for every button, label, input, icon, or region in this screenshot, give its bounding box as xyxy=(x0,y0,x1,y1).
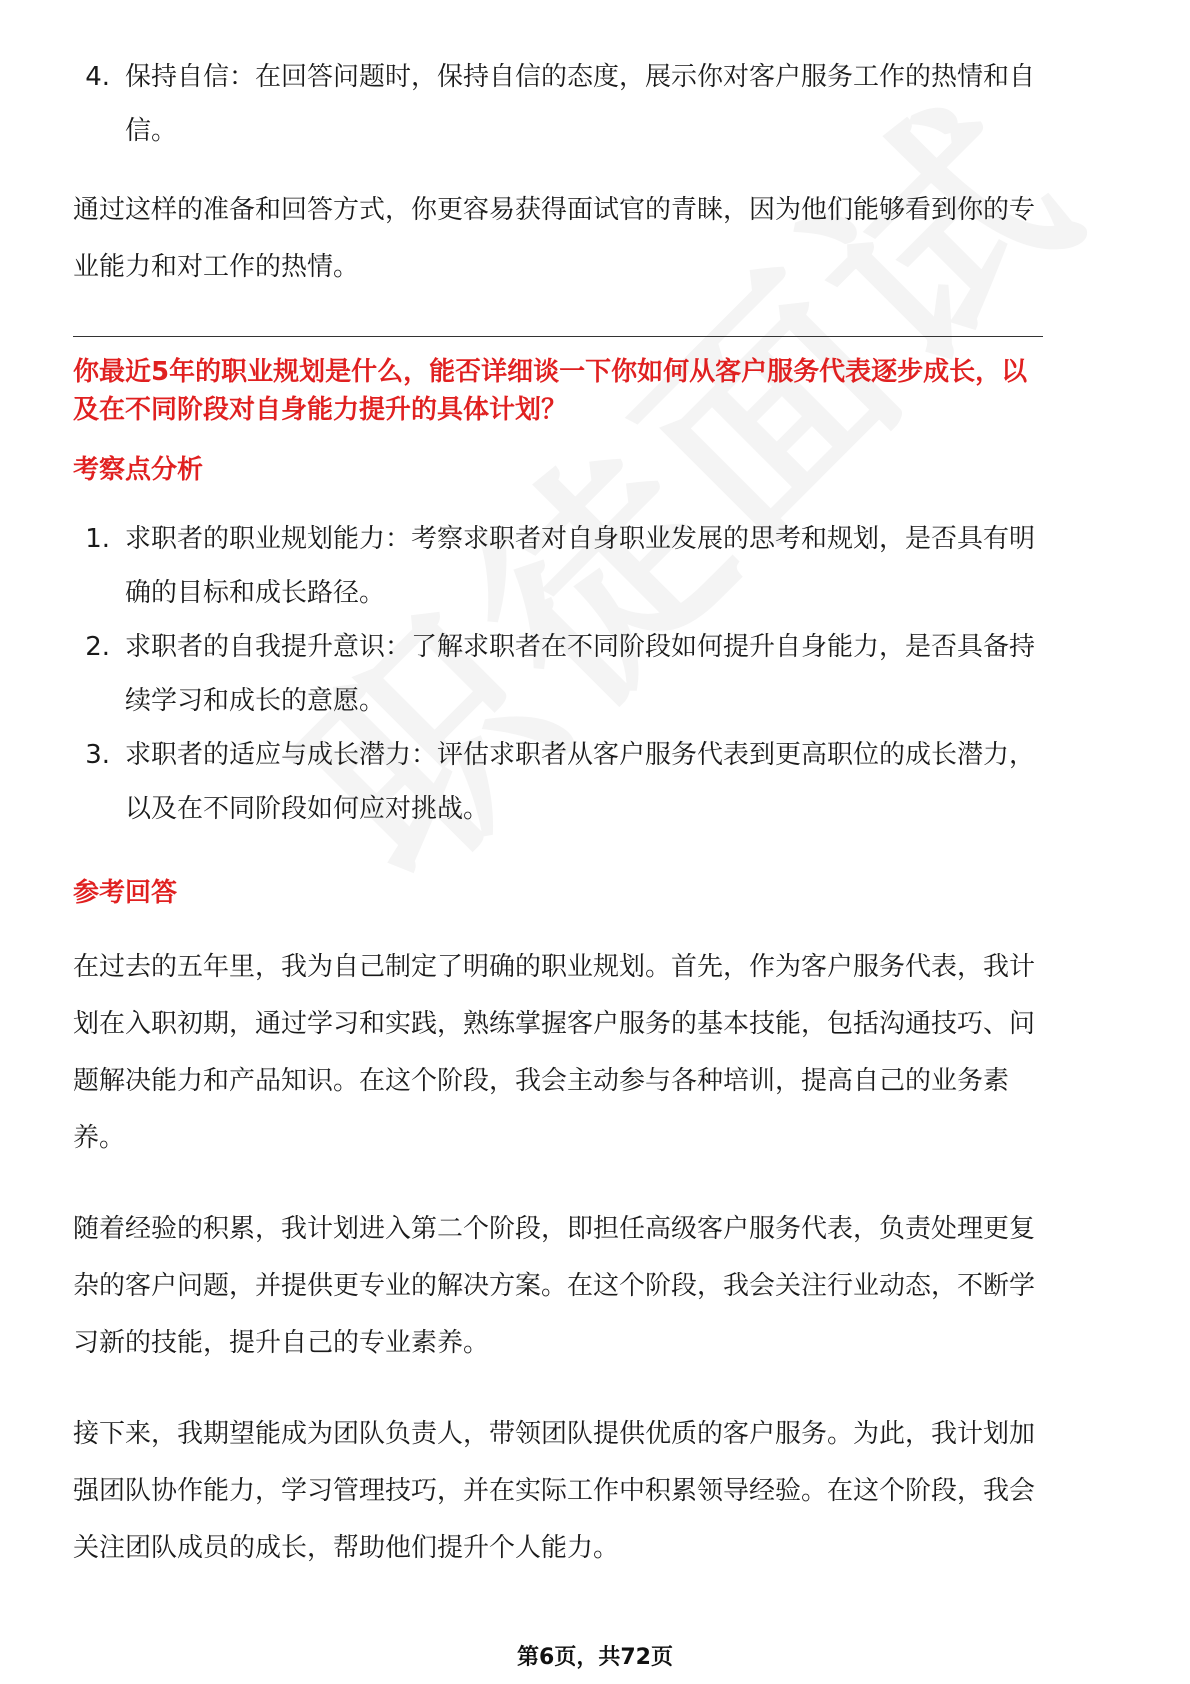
page-content xyxy=(73,50,1123,1577)
page-number-footer: 第6页，共72页 xyxy=(517,1645,673,1670)
list-text: 求职者的职业规划能力：考察求职者对自身职业发展的思考和规划，是否具有明确的目标和成长路径。 xyxy=(125,524,1036,608)
list-item xyxy=(73,728,1053,836)
question-title: 你最近5年的职业规划是什么，能否详细谈一下你如何从客户服务代表逐步成长，以及在不同阶段对自身能力提升的具体计划？ xyxy=(73,357,1028,425)
answer-paragraph: 随着经验的积累，我计划进入第二个阶段，即担任高级客户服务代表，负责处理更复杂的客户问题，并提供更专业的解决方案。在这个阶段，我会关注行业动态，不断学习新的技能，提升自己的专业素养。 xyxy=(73,1214,1036,1358)
answer-paragraph: 在过去的五年里，我为自己制定了明确的职业规划。首先，作为客户服务代表，我计划在入职初期，通过学习和实践，熟练掌握客户服务的基本技能，包括沟通技巧、问题解决能力和产品知识。在这个阶段，我会主动参与各种培训，提高自己的业务素养。 xyxy=(73,952,1036,1153)
list-text: 求职者的自我提升意识：了解求职者在不同阶段如何提升自身能力，是否具备持续学习和成长的意愿。 xyxy=(125,632,1036,716)
list-item xyxy=(73,50,1053,158)
list-text: 求职者的适应与成长潜力：评估求职者从客户服务代表到更高职位的成长潜力，以及在不同阶段如何应对挑战。 xyxy=(125,740,1036,824)
analysis-list xyxy=(73,512,1053,836)
answer-heading: 参考回答 xyxy=(73,878,178,908)
analysis-heading: 考察点分析 xyxy=(73,455,204,485)
list-number: 3. xyxy=(85,740,110,770)
list-item xyxy=(73,512,1053,620)
list-item xyxy=(73,620,1053,728)
list-number: 4. xyxy=(85,62,110,92)
list-number: 1. xyxy=(85,524,110,554)
answer-paragraph: 接下来，我期望能成为团队负责人，带领团队提供优质的客户服务。为此，我计划加强团队协作能力，学习管理技巧，并在实际工作中积累领导经验。在这个阶段，我会关注团队成员的成长，帮助他们提升个人能力。 xyxy=(73,1419,1036,1563)
list-number: 2. xyxy=(85,632,110,662)
summary-paragraph: 通过这样的准备和回答方式，你更容易获得面试官的青睐，因为他们能够看到你的专业能力和对工作的热情。 xyxy=(73,195,1036,282)
section-divider xyxy=(73,336,1043,337)
list-text: 保持自信：在回答问题时，保持自信的态度，展示你对客户服务工作的热情和自信。 xyxy=(125,62,1036,146)
